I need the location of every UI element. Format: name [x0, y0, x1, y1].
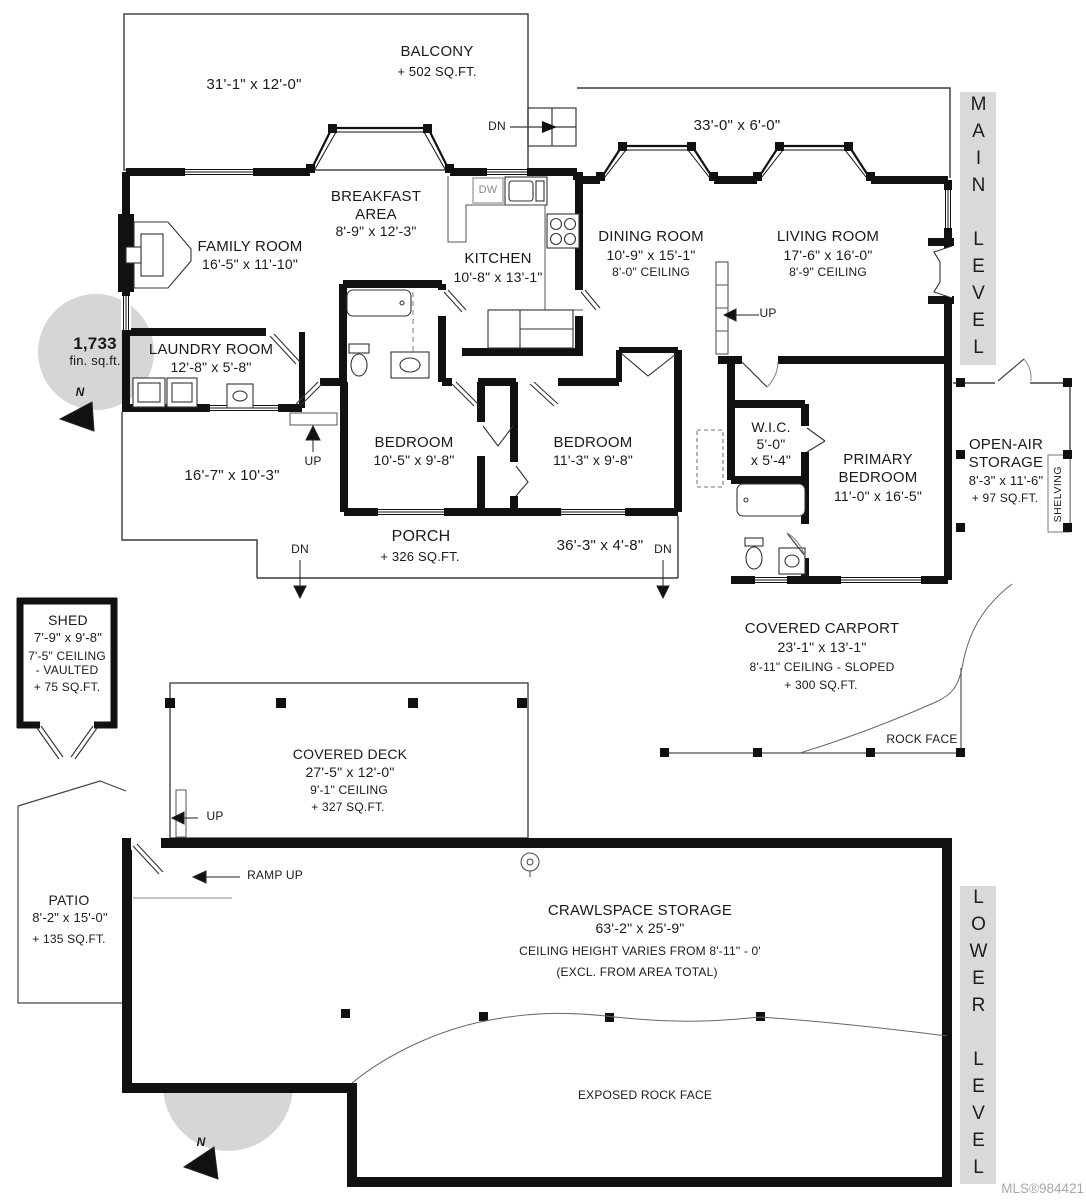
- bedroom-mid-dims: 11'-3" x 9'-8": [552, 452, 634, 468]
- deck-posts: [165, 698, 527, 708]
- patio-name: PATIO: [48, 892, 90, 908]
- mls-number: MLS®984421: [1001, 1181, 1084, 1196]
- exposed-rock-line: [352, 1013, 947, 1083]
- stove-icon: [547, 214, 579, 248]
- fireplace-icon: [928, 238, 954, 304]
- door-icon: [581, 290, 600, 310]
- ramp-up-arrow-icon: [193, 871, 240, 883]
- balcony-name: BALCONY: [400, 43, 474, 60]
- deck-name: COVERED DECK: [292, 746, 408, 762]
- toilet-icon: [349, 344, 369, 376]
- dishwasher-label: DW: [478, 184, 498, 196]
- shed-dims: 7'-9" x 9'-8": [33, 630, 103, 645]
- living-dims: 17'-6" x 16'-0": [783, 247, 873, 263]
- deck-area: + 327 SQ.FT.: [311, 800, 385, 814]
- living-name: LIVING ROOM: [776, 228, 880, 245]
- balcony-stairs-icon: [510, 108, 576, 146]
- washer-icon: [133, 378, 165, 407]
- balcony-area: + 502 SQ.FT.: [397, 64, 477, 79]
- bifold-door-icon: [483, 426, 513, 446]
- window-icon: [755, 575, 787, 585]
- crawlspace-note2: (EXCL. FROM AREA TOTAL): [556, 965, 718, 979]
- compass-semicircle: [163, 1086, 293, 1151]
- dn-label: DN: [654, 542, 672, 556]
- deck-ceiling: 9'-1" CEILING: [310, 783, 388, 797]
- wic-dims2: x 5'-4": [750, 452, 792, 468]
- family-room-dims: 16'-5" x 11'-10": [201, 256, 299, 272]
- living-ceiling: 8'-9" CEILING: [789, 265, 867, 279]
- primary-name2: BEDROOM: [838, 469, 918, 486]
- kitchen-island-icon: [488, 310, 573, 348]
- patio-area: + 135 SQ.FT.: [32, 932, 106, 946]
- bay-window-icon: [753, 142, 875, 181]
- shelving-label: SHELVING: [1052, 465, 1064, 523]
- breakfast-name2: AREA: [355, 206, 397, 223]
- window-icon: [185, 167, 253, 177]
- wic-name: W.I.C.: [751, 419, 791, 435]
- up-label: UP: [304, 454, 322, 468]
- balcony-dims: 31'-1" x 12'-0": [206, 76, 302, 93]
- bedroom-left-dims: 10'-5" x 9'-8": [373, 452, 455, 468]
- door-icon: [742, 362, 767, 387]
- window-icon: [841, 575, 921, 585]
- family-room-name: FAMILY ROOM: [197, 238, 303, 255]
- dn-arrow-icon: [657, 560, 669, 598]
- primary-dims: 11'-0" x 16'-5": [833, 488, 923, 504]
- step-icon: [290, 413, 337, 425]
- bay-windows: [306, 124, 875, 181]
- bedroom-left-name: BEDROOM: [374, 434, 454, 451]
- deck-dims: 27'-5" x 12'-0": [305, 764, 395, 780]
- bedroom-mid-name: BEDROOM: [553, 434, 633, 451]
- window-icon: [943, 190, 953, 228]
- storage-name1: OPEN-AIR: [968, 436, 1044, 453]
- kitchen-dims: 10'-8" x 13'-1": [453, 269, 543, 285]
- laundry-dims: 12'-8" x 5'-8": [170, 359, 252, 375]
- crawlspace-posts: [341, 1009, 765, 1022]
- storage-dims: 8'-3" x 11'-6": [968, 473, 1044, 488]
- north-label: N: [196, 1135, 206, 1149]
- door-icon: [998, 359, 1024, 381]
- shed-ceiling1: 7'-5" CEILING: [28, 649, 106, 663]
- exposed-rock-label: EXPOSED ROCK FACE: [577, 1088, 713, 1102]
- storage-area: + 97 SQ.FT.: [971, 491, 1039, 505]
- patio-dims: 8'-2" x 15'-0": [32, 910, 108, 925]
- kitchen-name: KITCHEN: [464, 250, 532, 267]
- shelving-label-wrap: [1045, 455, 1071, 533]
- carport-name: COVERED CARPORT: [744, 620, 900, 637]
- balcony-outline: [124, 14, 528, 170]
- kitchen-sink-icon: [505, 177, 547, 205]
- crawlspace-name: CRAWLSPACE STORAGE: [547, 902, 733, 919]
- crawlspace-note1: CEILING HEIGHT VARIES FROM 8'-11" - 0': [519, 944, 761, 958]
- dn-label: DN: [291, 542, 309, 556]
- breakfast-dims: 8'-9" x 12'-3": [335, 223, 417, 239]
- bifold-door-icon: [622, 354, 676, 376]
- porch-dims: 36'-3" x 4'-8": [556, 537, 644, 554]
- bifold-door-icon: [516, 466, 528, 496]
- up-arrow-icon: [724, 309, 759, 321]
- bathtub-icon: [347, 290, 411, 316]
- dn-arrow-icon: [294, 560, 306, 598]
- bay-window-icon: [306, 124, 454, 173]
- primary-name1: PRIMARY: [843, 451, 913, 468]
- sink-icon: [227, 384, 253, 408]
- up-label: UP: [759, 306, 777, 320]
- dining-name: DINING ROOM: [598, 228, 704, 245]
- sqft-badge-unit: fin. sq.ft.: [69, 353, 121, 368]
- storage-name2: STORAGE: [968, 454, 1044, 471]
- porch-name: PORCH: [391, 528, 451, 545]
- toilet-icon: [745, 538, 763, 569]
- shed-name: SHED: [48, 612, 88, 628]
- carport-area: + 300 SQ.FT.: [784, 678, 858, 692]
- carport-dims: 23'-1" x 13'-1": [777, 639, 867, 655]
- wic-dims1: 5'-0": [756, 436, 786, 452]
- dining-dims: 10'-9" x 15'-1": [606, 247, 696, 263]
- rock-face-label: ROCK FACE: [886, 732, 958, 746]
- up-label: UP: [206, 809, 224, 823]
- front-deck-dims: 33'-0" x 6'-0": [693, 117, 781, 134]
- north-label: N: [75, 385, 85, 399]
- porch-area: + 326 SQ.FT.: [380, 549, 460, 564]
- north-arrow-icon: [184, 1147, 218, 1179]
- support-post-icon: [521, 853, 539, 877]
- ramp-up-label: RAMP UP: [247, 868, 303, 882]
- sink-icon: [391, 352, 429, 378]
- window-icon: [121, 296, 131, 330]
- crawlspace-dims: 63'-2" x 25'-9": [595, 920, 685, 936]
- shed-doors-icon: [37, 726, 97, 759]
- window-icon: [487, 167, 527, 177]
- dn-label: DN: [488, 119, 506, 133]
- door-icon: [530, 382, 558, 406]
- sqft-badge-value: 1,733: [73, 334, 117, 353]
- up-arrow-icon: [306, 426, 320, 452]
- breakfast-name1: BREAKFAST: [330, 188, 422, 205]
- door-icon: [807, 428, 825, 452]
- door-icon: [452, 382, 478, 406]
- laundry-name: LAUNDRY ROOM: [148, 341, 274, 358]
- stairs-icon: [716, 262, 728, 354]
- carport-ceiling: 8'-11" CEILING - SLOPED: [749, 660, 895, 674]
- lower-level-label: LOWER LEVEL: [968, 886, 989, 1184]
- hall-dims: 16'-7" x 10'-3": [184, 467, 280, 484]
- dryer-icon: [167, 378, 197, 407]
- fireplace-icon: [126, 222, 191, 288]
- shed-area: + 75 SQ.FT.: [33, 680, 101, 694]
- bay-window-icon: [596, 142, 718, 181]
- bathtub-icon: [737, 484, 805, 516]
- door-icon: [270, 334, 300, 364]
- main-level-label: MAIN LEVEL: [968, 93, 989, 364]
- closet-dashed-icon: [697, 430, 723, 487]
- window-icon: [561, 507, 625, 517]
- door-icon: [444, 290, 466, 312]
- shed-ceiling2: - VAULTED: [35, 663, 99, 677]
- dining-ceiling: 8'-0" CEILING: [612, 265, 690, 279]
- window-icon: [378, 507, 444, 517]
